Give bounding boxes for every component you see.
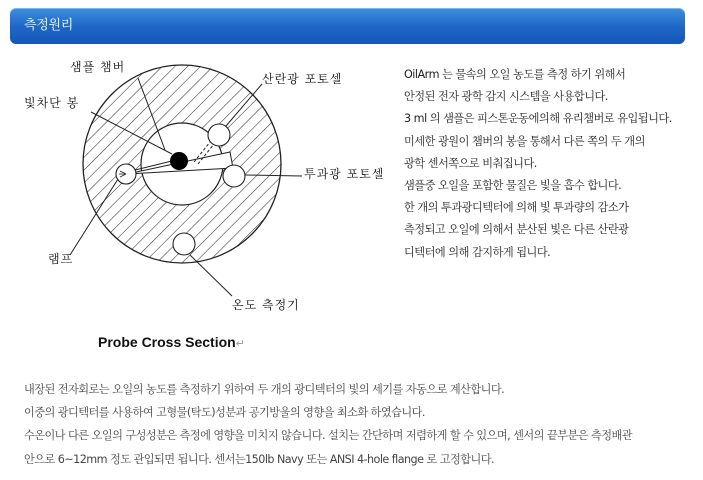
description-line: 미세한 광원이 챔버의 봉을 통해서 다른 쪽의 두 개의 <box>404 134 645 148</box>
principle-description <box>404 64 699 264</box>
section-title: 측정원리 <box>24 18 74 33</box>
transmit-photocell <box>223 165 245 187</box>
lamp-label: 램프 <box>48 252 74 266</box>
note-line: 안으로 6~12mm 정도 관입되면 됩니다. 센서는150lb Navy 또는 ANSI 4-hole flange 로 고정합니다. <box>24 452 494 466</box>
scatter-photocell <box>208 124 230 146</box>
note-line: 내장된 전자회로는 오일의 농도를 측정하기 위하여 두 개의 광디텍터의 빛의 세기를 자동으로 계산합니다. <box>24 383 505 396</box>
additional-notes <box>24 378 694 471</box>
diagram-caption-text: Probe Cross Section <box>98 334 236 350</box>
description-line: 측정되고 오일에 의해서 분산된 빛은 다른 산란광 <box>404 223 629 237</box>
description-line: 샘플중 오일을 포함한 물질은 빛을 흡수 합니다. <box>404 179 622 193</box>
description-line: 한 개의 투과광디텍터에 의해 빛 투과량의 감소가 <box>404 201 629 215</box>
description-line: 광학 센서쪽으로 비춰집니다. <box>404 156 537 170</box>
note-line: 이중의 광디텍터를 사용하여 고형물(탁도)성분과 공기방울의 영향을 최소화 하였습니다. <box>24 406 425 420</box>
temp-sensor-label: 온도 측정기 <box>232 298 300 312</box>
temperature-sensor <box>173 233 195 255</box>
probe-cross-section-diagram <box>0 50 395 360</box>
description-line: 안정된 전자 광학 감지 시스템을 사용합니다. <box>404 90 608 104</box>
description-line: OilArm 는 물속의 오일 농도를 측정 하기 위해서 <box>404 68 626 81</box>
diagram-caption <box>98 334 245 350</box>
light-block-rod <box>170 152 188 170</box>
sample-chamber-label: 샘플 챔버 <box>70 60 126 74</box>
transmit-photocell-label: 투과광 포토셀 <box>304 167 385 181</box>
paragraph-mark-icon: ↵ <box>235 338 245 350</box>
scatter-photocell-label: 산란광 포토셀 <box>262 72 343 86</box>
note-line: 수온이나 다른 오일의 구성성분은 측정에 영향을 미치지 않습니다. 설치는 간단하며 저렴하게 할 수 있으며, 센서의 끝부분은 측정배관 <box>24 429 632 443</box>
description-line: 3 ml 의 샘플은 피스톤운동에의해 유리챔버로 유입됩니다. <box>404 112 672 126</box>
description-line: 디텍터에 의해 감지하게 됩니다. <box>404 245 551 259</box>
light-block-rod-label: 빛차단 봉 <box>24 96 80 110</box>
section-header-bar <box>10 8 685 44</box>
